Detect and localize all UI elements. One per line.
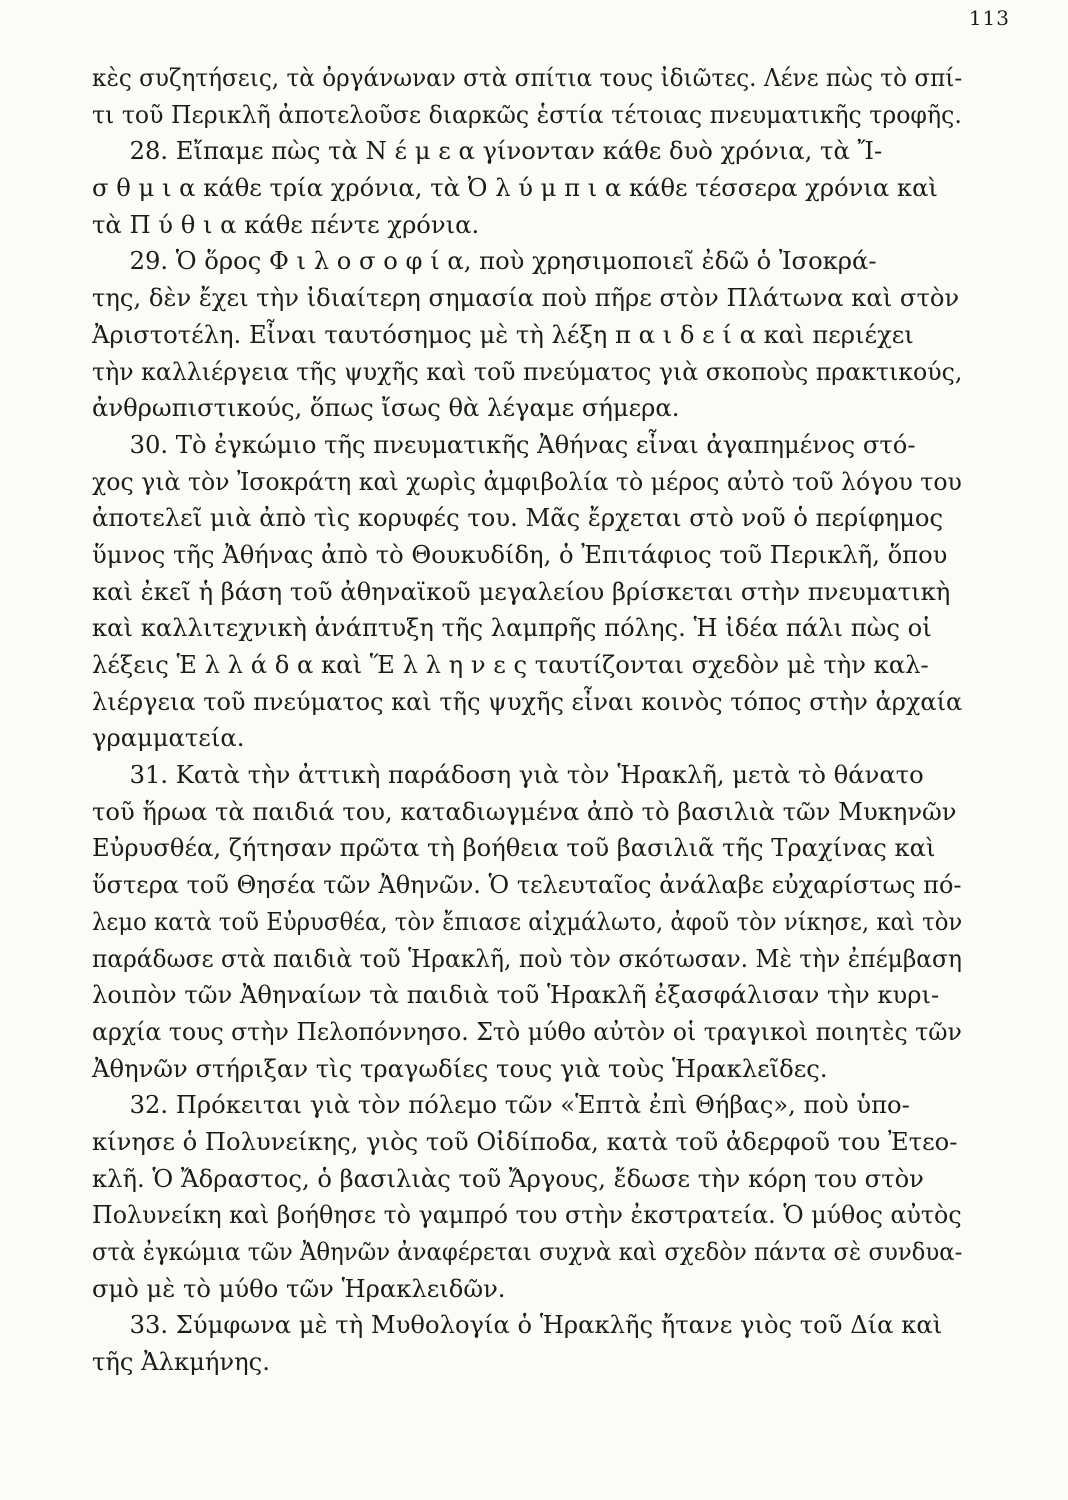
text-line: 32. Πρόκειται γιὰ τὸν πόλεμο τῶν «Ἑπτὰ ἐπὶ Θήβας», ποὺ ὑπο- <box>129 1090 910 1120</box>
text-line: Εὐρυσθέα, ζήτησαν πρῶτα τὴ βοήθεια τοῦ βασιλιᾶ τῆς Τραχίνας καὶ <box>92 833 936 863</box>
page-number: 113 <box>968 6 1010 30</box>
text-line: τὴν καλλιέργεια τῆς ψυχῆς καὶ τοῦ πνεύματος γιὰ σκοποὺς πρακτικούς, <box>92 356 963 386</box>
text-line: κίνησε ὁ Πολυνείκης, γιὸς τοῦ Οἰδίποδα, κατὰ τοῦ ἀδερφοῦ του Ἐτεο- <box>92 1126 958 1156</box>
text-line: παράδωσε στὰ παιδιὰ τοῦ Ἡρακλῆ, ποὺ τὸν σκότωσαν. Μὲ τὴν ἐπέμβαση <box>92 943 962 973</box>
text-line: στὰ ἐγκώμια τῶν Ἀθηνῶν ἀναφέρεται συχνὰ καὶ σχεδὸν πάντα σὲ συνδυα- <box>92 1237 963 1266</box>
text-line: 28. Εἴπαμε πὼς τὰ Ν έ μ ε α γίνονταν κάθε δυὸ χρόνια, τὰ Ἴ- <box>129 136 883 166</box>
text-line: ἀνθρωπιστικούς, ὅπως ἴσως θὰ λέγαμε σήμερα. <box>92 393 680 423</box>
text-line: λοιπὸν τῶν Ἀθηναίων τὰ παιδιὰ τοῦ Ἡρακλῆ ἐξασφάλισαν τὴν κυρι- <box>92 980 940 1010</box>
text-line: χος γιὰ τὸν Ἰσοκράτη καὶ χωρὶς ἀμφιβολία τὸ μέρος αὐτὸ τοῦ λόγου του <box>92 466 962 496</box>
text-line: τὰ Π ύ θ ι α κάθε πέντε χρόνια. <box>92 209 480 239</box>
text-line: λιέργεια τοῦ πνεύματος καὶ τῆς ψυχῆς εἶναι κοινὸς τόπος στὴν ἀρχαία <box>92 686 963 716</box>
text-line: Ἀριστοτέλη. Εἶναι ταυτόσημος μὲ τὴ λέξη π α ι δ ε ί α καὶ περιέχει <box>92 319 914 349</box>
text-line: τῆς Ἀλκμήνης. <box>92 1347 270 1377</box>
text-line: της, δὲν ἔχει τὴν ἰδιαίτερη σημασία ποὺ πῆρε στὸν Πλάτωνα καὶ στὸν <box>92 283 960 313</box>
text-line: 29. Ὁ ὅρος Φ ι λ ο σ ο φ ί α, ποὺ χρησιμοποιεῖ ἐδῶ ὁ Ἰσοκρά- <box>129 246 877 276</box>
text-line: ὕστερα τοῦ Θησέα τῶν Ἀθηνῶν. Ὁ τελευταῖος ἀνάλαβε εὐχαρίστως πό- <box>92 870 962 900</box>
notes-text-block <box>92 60 972 1381</box>
text-line: ὕμνος τῆς Ἀθήνας ἀπὸ τὸ Θουκυδίδη, ὁ Ἐπιτάφιος τοῦ Περικλῆ, ὅπου <box>92 539 948 569</box>
text-line: τι τοῦ Περικλῆ ἀποτελοῦσε διαρκῶς ἑστία τέτοιας πνευματικῆς τροφῆς. <box>92 99 962 129</box>
text-line: 30. Τὸ ἐγκώμιο τῆς πνευματικῆς Ἀθήνας εἶναι ἀγαπημένος στό- <box>129 429 916 459</box>
text-line: καὶ ἐκεῖ ἡ βάση τοῦ ἀθηναϊκοῦ μεγαλείου βρίσκεται στὴν πνευματικὴ <box>92 576 951 606</box>
text-line: 33. Σύμφωνα μὲ τὴ Μυθολογία ὁ Ἡρακλῆς ἤτανε γιὸς τοῦ Δία καὶ <box>129 1310 943 1340</box>
text-line: Ἀθηνῶν στήριξαν τὶς τραγωδίες τους γιὰ τοὺς Ἡρακλεῖδες. <box>92 1053 828 1083</box>
text-line: λεμο κατὰ τοῦ Εὐρυσθέα, τὸν ἔπιασε αἰχμάλωτο, ἀφοῦ τὸν νίκησε, καὶ τὸν <box>92 906 963 936</box>
text-line: σμὸ μὲ τὸ μύθο τῶν Ἡρακλειδῶν. <box>92 1273 506 1303</box>
text-line: καὶ καλλιτεχνικὴ ἀνάπτυξη τῆς λαμπρῆς πόλης. Ἡ ἰδέα πάλι πὼς οἱ <box>92 613 932 643</box>
text-line: 31. Κατὰ τὴν ἀττικὴ παράδοση γιὰ τὸν Ἡρακλῆ, μετὰ τὸ θάνατο <box>129 760 924 790</box>
text-line: σ θ μ ι α κάθε τρία χρόνια, τὰ Ὀ λ ύ μ π ι α κάθε τέσσερα χρόνια καὶ <box>92 173 938 203</box>
text-line: κλῆ. Ὁ Ἄδραστος, ὁ βασιλιὰς τοῦ Ἄργους, ἔδωσε τὴν κόρη του στὸν <box>92 1163 924 1193</box>
text-line: κὲς συζητήσεις, τὰ ὀργάνωναν στὰ σπίτια τους ἰδιῶτες. Λένε πὼς τὸ σπί- <box>92 63 963 92</box>
text-line: λέξεις Ἑ λ λ ά δ α καὶ Ἕ λ λ η ν ε ς ταυτίζονται σχεδὸν μὲ τὴν καλ- <box>92 650 929 679</box>
text-line: γραμματεία. <box>92 723 245 753</box>
text-line: Πολυνείκη καὶ βοήθησε τὸ γαμπρό του στὴν ἐκστρατεία. Ὁ μύθος αὐτὸς <box>92 1200 962 1230</box>
text-line: ἀποτελεῖ μιὰ ἀπὸ τὶς κορυφές του. Μᾶς ἔρχεται στὸ νοῦ ὁ περίφημος <box>92 503 944 533</box>
text-line: τοῦ ἥρωα τὰ παιδιά του, καταδιωγμένα ἀπὸ τὸ βασιλιὰ τῶν Μυκηνῶν <box>92 796 957 826</box>
text-line: αρχία τους στὴν Πελοπόννησο. Στὸ μύθο αὐτὸν οἱ τραγικοὶ ποιητὲς τῶν <box>92 1016 962 1046</box>
